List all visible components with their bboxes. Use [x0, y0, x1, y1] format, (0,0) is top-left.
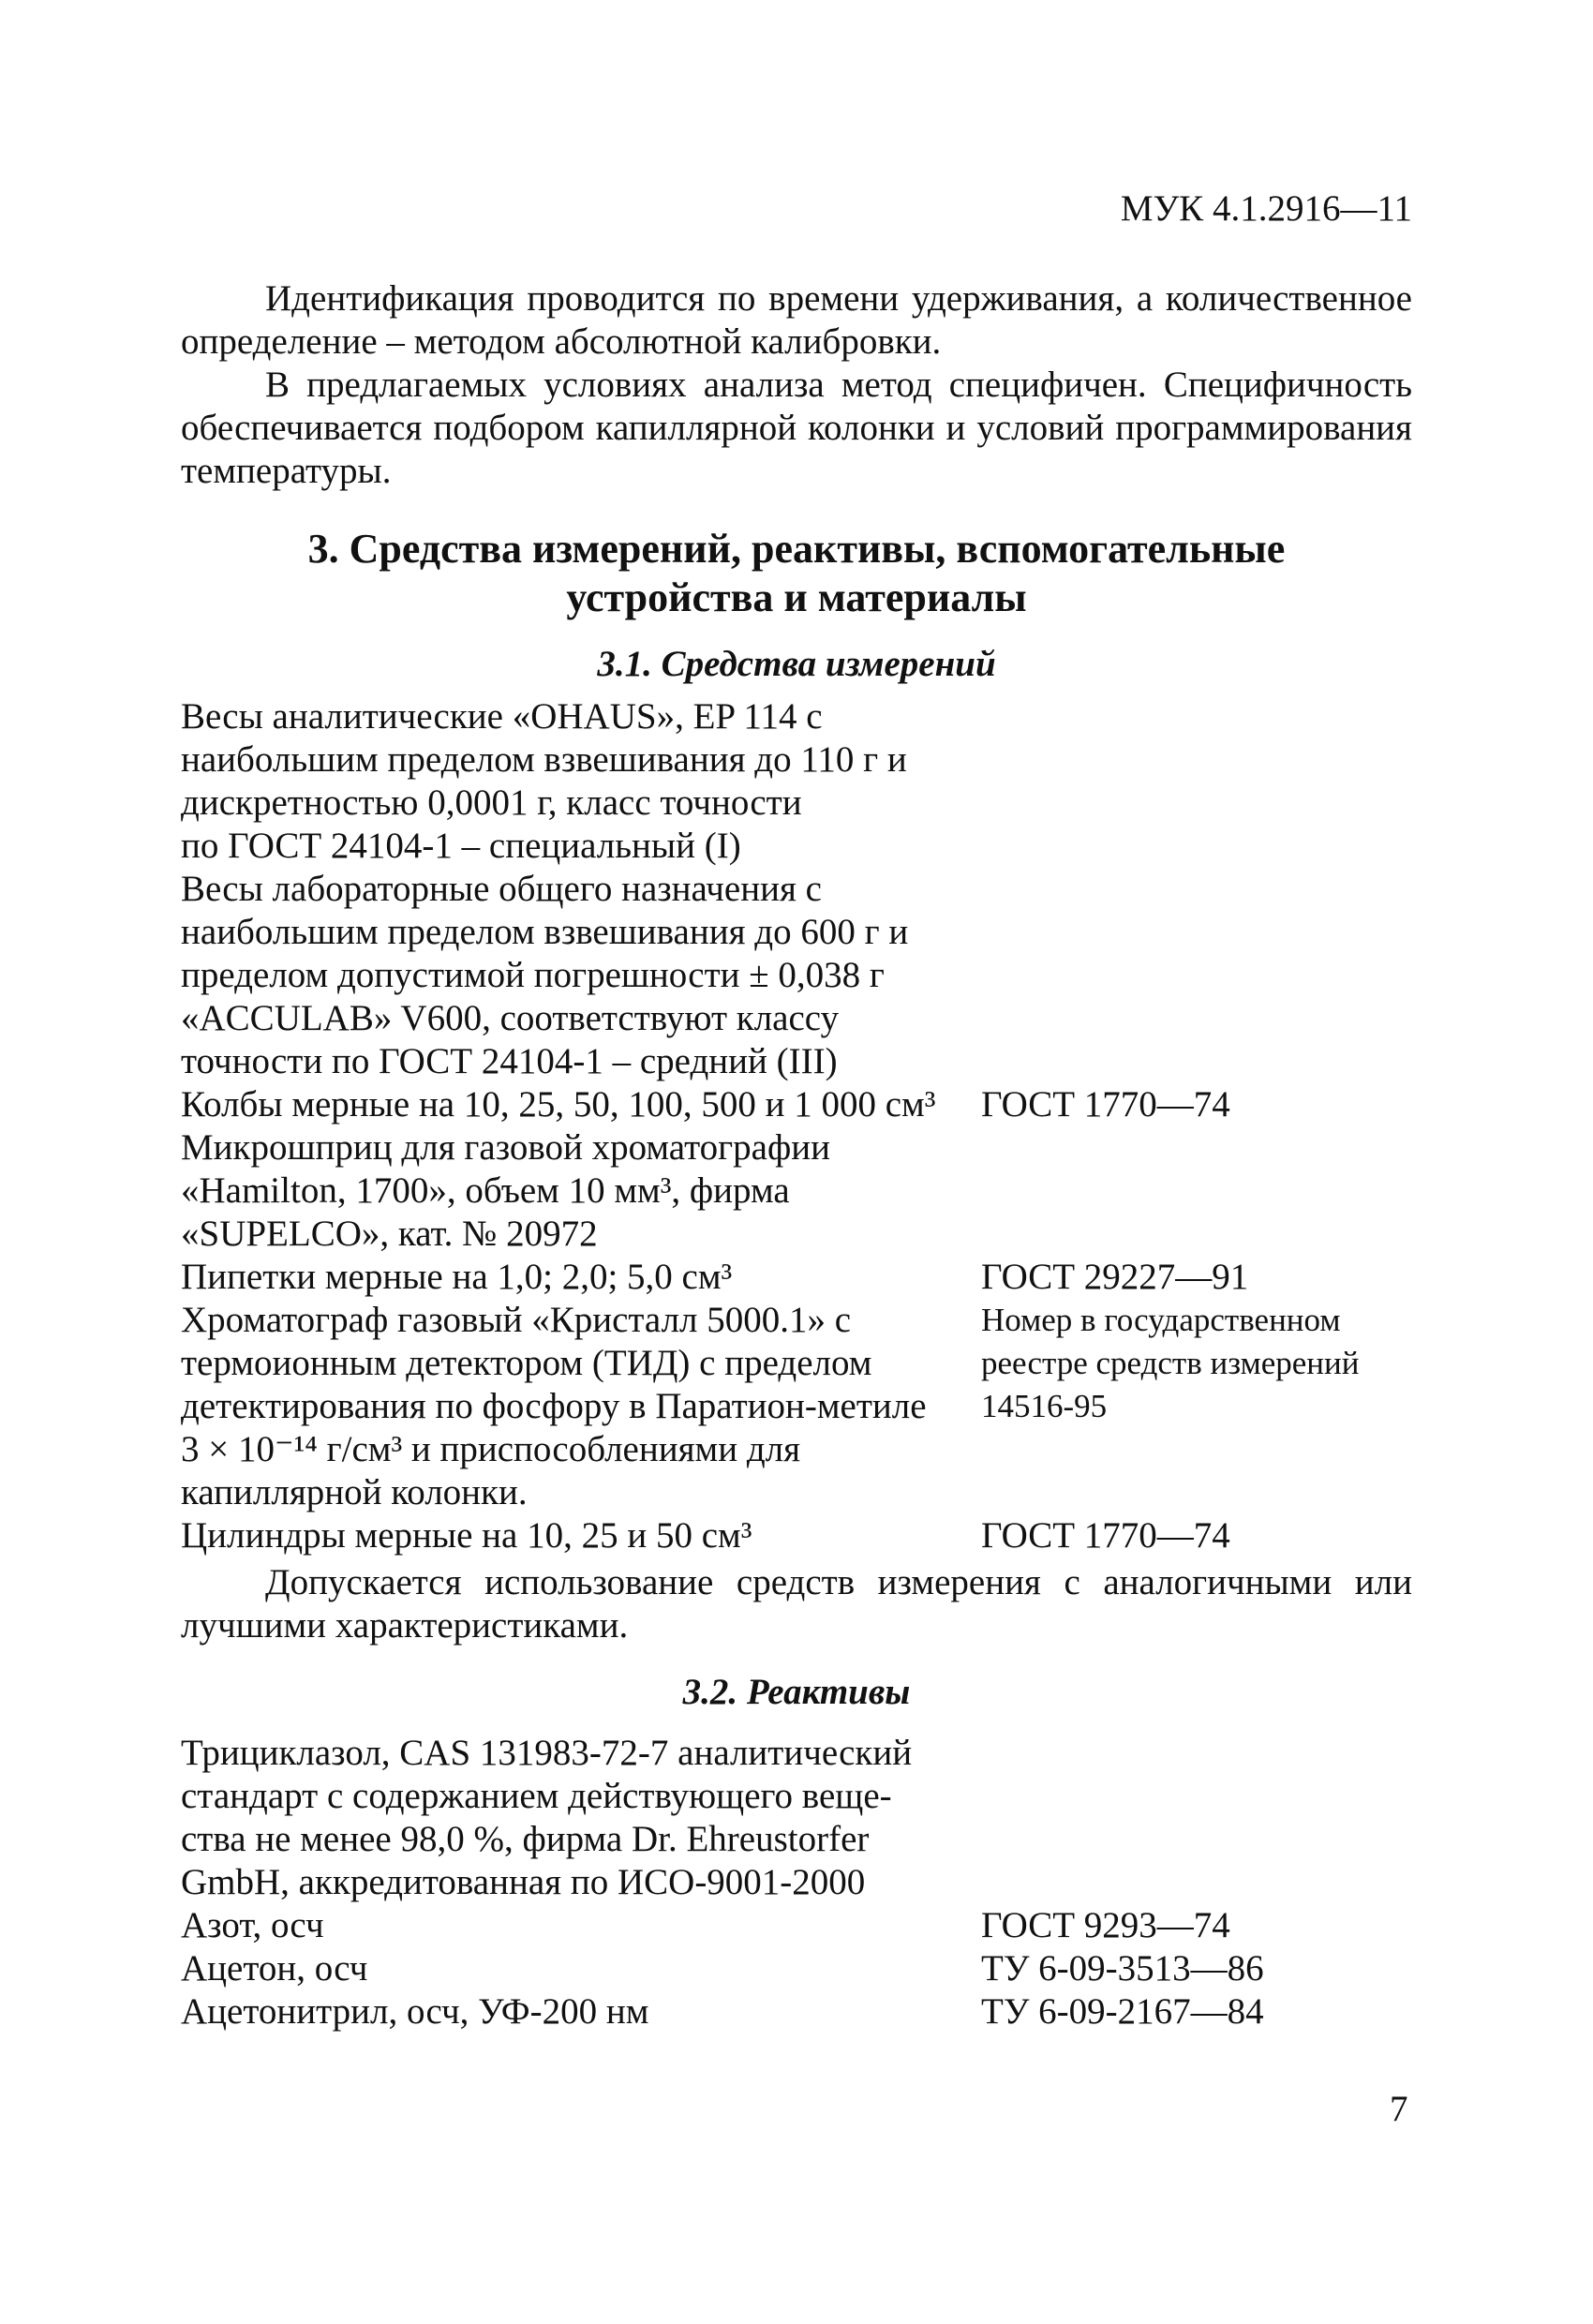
list-item: [181, 868, 1427, 1083]
item-ref: ТУ 6-09-2167—84: [981, 1991, 1264, 2032]
list-item: [181, 1299, 1427, 1514]
list-item: [181, 1083, 1427, 1126]
item-name: Азот, осч: [181, 1905, 324, 1945]
note-paragraph: [181, 1561, 1412, 1647]
list-item: [181, 1990, 1427, 2034]
page-number: 7: [1390, 2089, 1408, 2129]
list-item: [181, 1256, 1427, 1299]
item-ref: ТУ 6-09-3513—86: [981, 1948, 1264, 1989]
instruments-list: [181, 695, 1427, 1557]
specificity-paragraph: В предлагаемых условиях анализа метод специфичен. Специфичность обеспечивается подбором капиллярной колонки и условий программирования температуры.: [181, 365, 1412, 491]
identification-paragraph: Идентификация проводится по времени удерживания, а количественное определение – методом абсолютной калибровки.: [181, 278, 1412, 362]
item-name: Ацетон, осч: [181, 1948, 368, 1989]
instruments-subtitle: 3.1. Средства измерений: [597, 644, 996, 684]
item-ref: [981, 695, 1427, 868]
note-text: Допускается использование средств измерения с аналогичными или лучшими характеристиками.: [181, 1562, 1412, 1646]
item-ref: Номер в государственном реестре средств измерений 14516-95: [981, 1302, 1360, 1424]
item-name: Цилиндры мерные на 10, 25 и 50 см³: [181, 1515, 752, 1556]
list-item: [181, 1947, 1427, 1990]
reagents-list: [181, 1732, 1427, 2034]
list-item: [181, 1904, 1427, 1947]
item-ref: ГОСТ 1770—74: [981, 1084, 1230, 1125]
item-ref: ГОСТ 9293—74: [981, 1905, 1230, 1945]
item-ref: [981, 1126, 1427, 1256]
item-ref: ГОСТ 29227—91: [981, 1257, 1249, 1297]
document-code-header: МУК 4.1.2916—11: [1120, 188, 1412, 229]
item-name: Весы аналитические «OHAUS», EP 114 с наибольшим пределом взвешивания до 110 г и дискретностью 0,0001 г, класс точности по ГОСТ 24104-1 – специальный (I): [181, 696, 907, 866]
list-item: [181, 695, 1427, 868]
section-title-line2: устройства и материалы: [566, 574, 1027, 620]
item-name: Пипетки мерные на 1,0; 2,0; 5,0 см³: [181, 1257, 733, 1297]
intro-paragraphs: [181, 277, 1412, 493]
list-item: [181, 1126, 1427, 1256]
section-title-line1: 3. Средства измерений, реактивы, вспомогательные: [307, 526, 1286, 572]
list-item: [181, 1514, 1427, 1557]
item-name: Колбы мерные на 10, 25, 50, 100, 500 и 1 000 см³: [181, 1084, 936, 1125]
item-name: Весы лабораторные общего назначения с наибольшим пределом взвешивания до 600 г и пределом допустимой погрешности ± 0,038 г «ACCULAB» V600, соответствуют классу точности по ГОСТ 24104-1 – средний (III): [181, 869, 909, 1081]
item-name: Микрошприц для газовой хроматографии «Hamilton, 1700», объем 10 мм³, фирма «SUPELCO», кат. № 20972: [181, 1127, 830, 1254]
item-name: Ацетонитрил, осч, УФ-200 нм: [181, 1991, 649, 2032]
item-ref: ГОСТ 1770—74: [981, 1515, 1230, 1556]
section-title: [181, 525, 1412, 622]
item-ref: [981, 868, 1427, 1083]
item-ref: [981, 1732, 1427, 1904]
reagents-subtitle: 3.2. Реактивы: [682, 1672, 911, 1712]
item-name: Трициклазол, CAS 131983-72-7 аналитический стандарт с содержанием действующего веще- ства не менее 98,0 %, фирма Dr. Ehreustorfer GmbH, аккредитованная по ИСО-9001-2000: [181, 1733, 913, 1902]
list-item: [181, 1732, 1427, 1904]
item-name: Хроматограф газовый «Кристалл 5000.1» с термоионным детектором (ТИД) с пределом детектирования по фосфору в Паратион-метиле 3 × 10⁻¹⁴ г/см³ и приспособлениями для капиллярной колонки.: [181, 1300, 927, 1512]
